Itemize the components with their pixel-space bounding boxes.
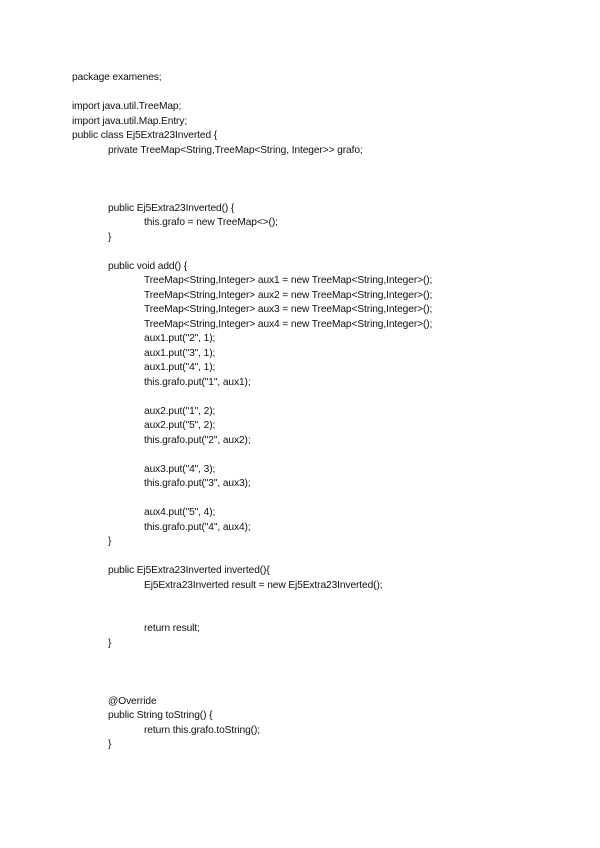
code-line xyxy=(72,390,432,405)
code-line: this.grafo.put("1", aux1); xyxy=(144,376,251,388)
code-line: import java.util.Map.Entry; xyxy=(72,115,188,127)
code-line: TreeMap<String,Integer> aux3 = new TreeMap<String,Integer>(); xyxy=(144,304,433,315)
code-line: this.grafo = new TreeMap<>(); xyxy=(144,217,278,228)
code-line: aux1.put("2", 1); xyxy=(144,333,216,344)
code-line xyxy=(72,448,432,463)
code-line: aux1.put("4", 1); xyxy=(144,362,216,373)
code-block xyxy=(72,71,432,753)
code-line: this.grafo.put("2", aux2); xyxy=(144,434,251,446)
code-line xyxy=(72,86,432,101)
code-line: } xyxy=(108,637,112,649)
code-line: TreeMap<String,Integer> aux4 = new TreeMap<String,Integer>(); xyxy=(144,318,433,330)
code-line: this.grafo.put("3", aux3); xyxy=(144,478,251,489)
code-line xyxy=(72,680,432,695)
code-line: TreeMap<String,Integer> aux1 = new TreeMap<String,Integer>(); xyxy=(144,275,433,286)
code-line xyxy=(72,593,432,608)
code-line: public Ej5Extra23Inverted inverted(){ xyxy=(108,565,270,576)
code-line xyxy=(72,187,432,202)
code-line: @Override xyxy=(108,695,157,707)
code-line: public class Ej5Extra23Inverted { xyxy=(72,130,218,141)
code-line: aux1.put("3", 1); xyxy=(144,347,216,359)
code-line xyxy=(72,245,432,260)
code-line: TreeMap<String,Integer> aux2 = new TreeMap<String,Integer>(); xyxy=(144,289,433,301)
code-line: } xyxy=(108,739,112,750)
code-line: import java.util.TreeMap; xyxy=(72,101,182,112)
code-line xyxy=(72,492,432,507)
code-line: private TreeMap<String,TreeMap<String, Integer>> grafo; xyxy=(108,144,363,156)
code-line: } xyxy=(108,536,112,547)
code-line xyxy=(72,651,432,666)
code-line: aux4.put("5", 4); xyxy=(144,507,216,518)
code-line: Ej5Extra23Inverted result = new Ej5Extra23Inverted(); xyxy=(144,579,383,591)
code-line xyxy=(72,550,432,565)
code-line: } xyxy=(108,231,112,243)
code-line: public Ej5Extra23Inverted() { xyxy=(108,202,235,214)
code-line: return this.grafo.toString(); xyxy=(144,724,261,736)
code-line: this.grafo.put("4", aux4); xyxy=(144,521,251,533)
code-line xyxy=(72,158,432,173)
code-line: package examenes; xyxy=(72,72,162,83)
code-line: aux2.put("1", 2); xyxy=(144,405,216,417)
code-line: aux3.put("4", 3); xyxy=(144,463,216,475)
code-line xyxy=(72,608,432,623)
code-line: aux2.put("5", 2); xyxy=(144,420,216,431)
code-line: public void add() { xyxy=(108,260,188,272)
code-line: public String toString() { xyxy=(108,710,213,721)
code-line xyxy=(72,666,432,681)
code-line xyxy=(72,173,432,188)
code-line: return result; xyxy=(144,623,200,634)
